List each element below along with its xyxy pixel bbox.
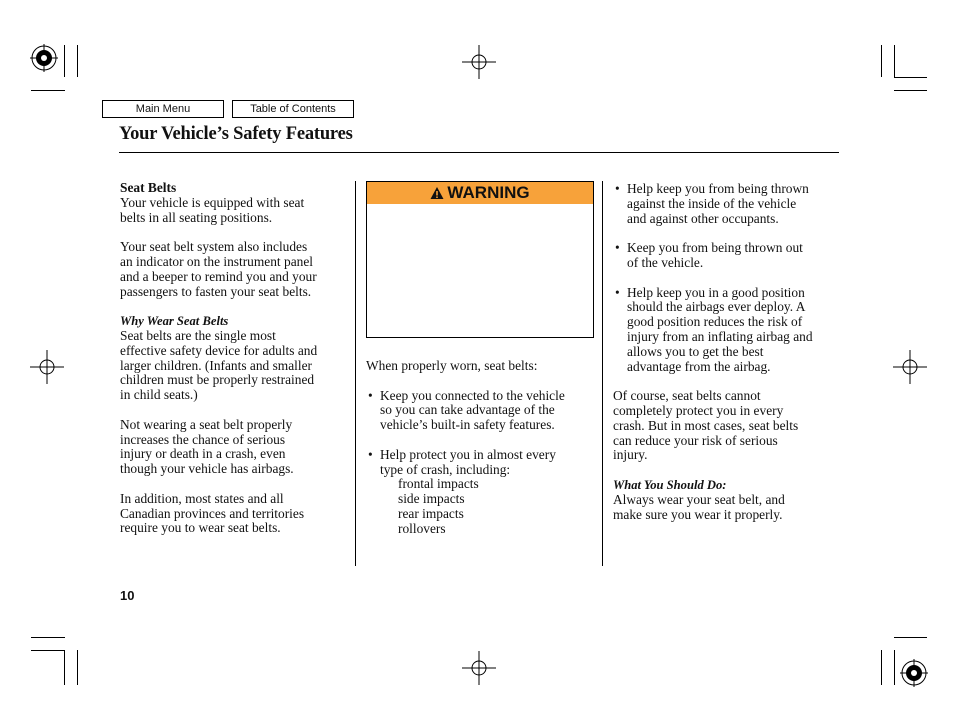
subheading-what-to-do: What You Should Do:: [613, 477, 727, 492]
line: • Help protect you in almost every: [380, 446, 556, 462]
column-divider: [355, 181, 356, 566]
warning-box: [366, 181, 594, 338]
line: Of course, seat belts cannot: [613, 388, 761, 404]
line: Your vehicle is equipped with seat: [120, 194, 305, 210]
line: so you can take advantage of the: [380, 402, 555, 418]
page-number: 10: [120, 588, 135, 603]
crosshair-icon: [30, 350, 64, 384]
page-title: Your Vehicle’s Safety Features: [119, 124, 353, 144]
line: allows you to get the best: [627, 343, 764, 359]
line: crash. But in most cases, seat belts: [613, 417, 799, 433]
bullet-item: [613, 286, 841, 375]
crosshair-icon: [462, 45, 496, 79]
crosshair-icon: [462, 651, 496, 685]
bullet-item: [613, 182, 841, 226]
line: and a beeper to remind you and your: [120, 268, 317, 284]
line: Your seat belt system also includes: [120, 239, 308, 255]
line: though your vehicle has airbags.: [120, 461, 294, 477]
line: vehicle’s built-in safety features.: [380, 417, 555, 433]
line: • Help keep you from being thrown: [627, 181, 809, 196]
line: advantage from the airbag.: [627, 358, 771, 374]
line: completely protect you in every: [613, 402, 784, 418]
line: injury.: [613, 447, 648, 463]
line: • Keep you from being thrown out: [627, 240, 803, 256]
line: against the inside of the vehicle: [627, 195, 797, 211]
table-of-contents-button[interactable]: Table of Contents: [232, 100, 354, 118]
main-menu-button[interactable]: Main Menu: [102, 100, 224, 118]
right-column: [613, 182, 841, 522]
line: injury from an inflating airbag and: [627, 328, 813, 344]
line: an indicator on the instrument panel: [120, 253, 313, 269]
line: good position reduces the risk of: [627, 314, 803, 330]
crash-type: side impacts: [398, 491, 465, 507]
warning-header: [367, 182, 593, 204]
title-rule: [119, 152, 839, 153]
line: can reduce your risk of serious: [613, 432, 778, 448]
warning-triangle-icon: [430, 186, 444, 200]
line: passengers to fasten your seat belts.: [120, 283, 312, 299]
line: should the airbags ever deploy. A: [627, 299, 806, 315]
line: and against other occupants.: [627, 210, 779, 226]
bullet-item: [366, 389, 598, 433]
line: type of crash, including:: [380, 461, 511, 477]
line: When properly worn, seat belts:: [366, 358, 538, 373]
left-column: [120, 181, 350, 536]
warning-label: WARNING: [447, 183, 530, 202]
bullet-item: [613, 241, 841, 271]
line: make sure you wear it properly.: [613, 506, 783, 522]
registration-mark-icon: [30, 44, 58, 72]
crash-type: rear impacts: [398, 505, 464, 521]
line: children must be properly restrained: [120, 372, 315, 388]
line: • Keep you connected to the vehicle: [380, 387, 565, 403]
line: injury or death in a crash, even: [120, 446, 286, 462]
crash-type: frontal impacts: [398, 476, 479, 492]
registration-mark-icon: [900, 659, 928, 687]
line: increases the chance of serious: [120, 431, 286, 447]
line: Seat belts are the single most: [120, 327, 276, 343]
crash-type: rollovers: [398, 520, 446, 536]
crosshair-icon: [893, 350, 927, 384]
middle-column: [366, 359, 598, 537]
column-divider: [602, 181, 603, 566]
line: larger children. (Infants and smaller: [120, 357, 312, 373]
line: • Help keep you in a good position: [627, 284, 805, 300]
line: Always wear your seat belt, and: [613, 491, 785, 507]
bullet-item: [366, 448, 598, 478]
line: of the vehicle.: [627, 254, 704, 270]
subheading-why-wear: Why Wear Seat Belts: [120, 314, 229, 329]
line: belts in all seating positions.: [120, 209, 273, 225]
line: Not wearing a seat belt properly: [120, 416, 293, 432]
line: in child seats.): [120, 387, 198, 403]
line: Canadian provinces and territories: [120, 505, 305, 521]
line: require you to wear seat belts.: [120, 520, 281, 536]
line: In addition, most states and all: [120, 490, 284, 506]
section-heading-seat-belts: Seat Belts: [120, 180, 177, 195]
line: effective safety device for adults and: [120, 342, 318, 358]
